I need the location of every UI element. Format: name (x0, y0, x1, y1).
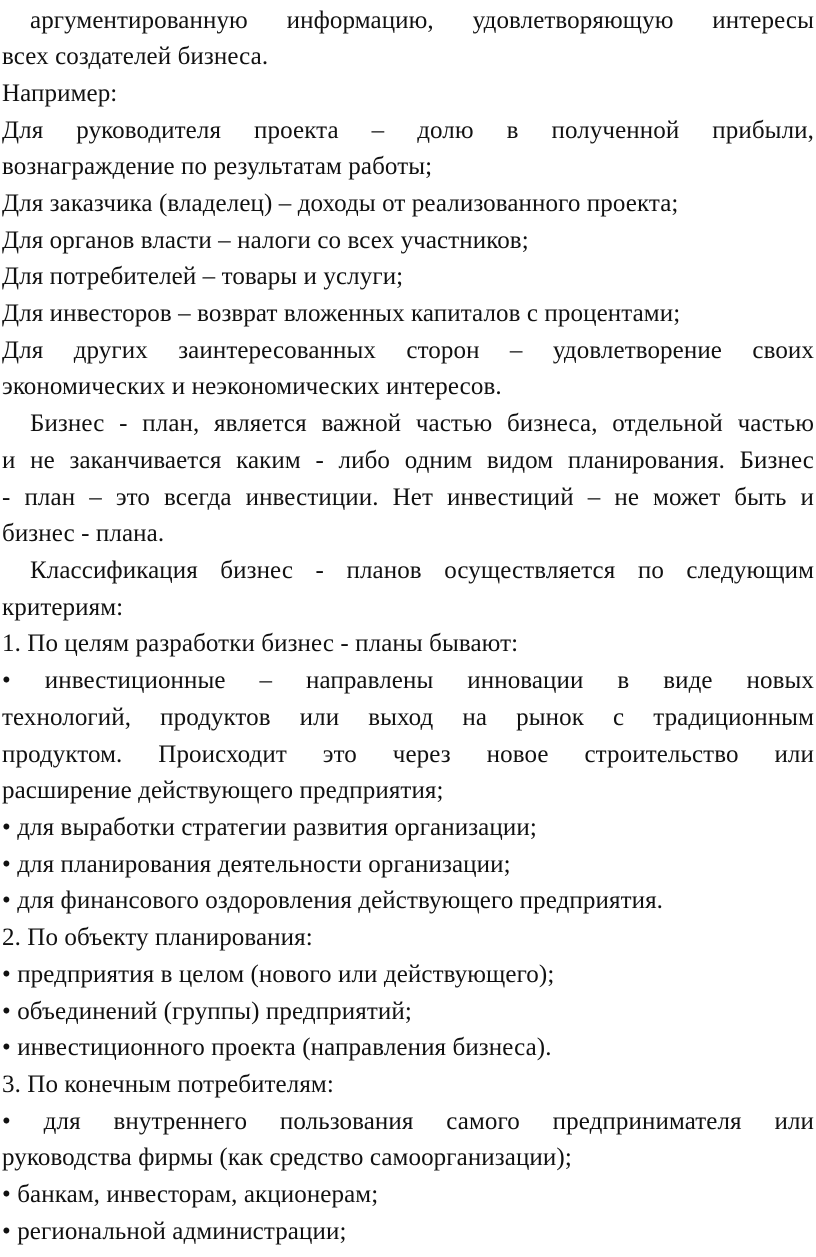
text-line: • для выработки стратегии развития организации; (2, 814, 537, 841)
text-line: аргументированную информацию, удовлетворяющую интересы (30, 7, 814, 34)
text-line: расширение действующего предприятия; (2, 777, 444, 804)
text-line: 3. По конечным потребителям: (2, 1071, 334, 1098)
text-line: критериям: (2, 594, 124, 621)
text-line: экономических и неэкономических интересов. (2, 373, 502, 400)
text-line: • инвестиционные – направлены инновации в виде новых (2, 667, 814, 694)
text-line: Классификация бизнес - планов осуществляется по следующим (30, 557, 814, 584)
text-line: продуктом. Происходит это через новое строительство или (2, 741, 814, 768)
text-line: • для планирования деятельности организации; (2, 851, 511, 878)
text-line: 1. По целям разработки бизнес - планы бывают: (2, 630, 519, 657)
text-line: бизнес - плана. (2, 520, 165, 547)
text-line: Для потребителей – товары и услуги; (2, 263, 404, 290)
text-line: • инвестиционного проекта (направления бизнеса). (2, 1034, 552, 1061)
text-line: Для органов власти – налоги со всех участников; (2, 227, 529, 254)
text-line: • региональной администрации; (2, 1218, 347, 1245)
text-line: • банкам, инвесторам, акционерам; (2, 1181, 379, 1208)
text-line: 2. По объекту планирования: (2, 924, 313, 951)
text-line: Для заказчика (владелец) – доходы от реализованного проекта; (2, 190, 679, 217)
text-line: • для финансового оздоровления действующего предприятия. (2, 887, 664, 914)
text-line: • объединений (группы) предприятий; (2, 998, 412, 1025)
text-line: - план – это всегда инвестиции. Нет инвестиций – не может быть и (2, 484, 814, 511)
text-line: и не заканчивается каким - либо одним видом планирования. Бизнес (2, 447, 814, 474)
text-line: • для внутреннего пользования самого предпринимателя или (2, 1108, 814, 1135)
text-line: технологий, продуктов или выход на рынок с традиционным (2, 704, 814, 731)
text-line: руководства фирмы (как средство самоорганизации); (2, 1144, 572, 1171)
text-line: Для руководителя проекта – долю в полученной прибыли, (2, 117, 814, 144)
text-line: Например: (2, 80, 118, 107)
text-line: Для других заинтересованных сторон – удовлетворение своих (2, 337, 814, 364)
text-line: • предприятия в целом (нового или действующего); (2, 961, 555, 988)
text-line: Для инвесторов – возврат вложенных капиталов с процентами; (2, 300, 681, 327)
text-line: Бизнес - план, является важной частью бизнеса, отдельной частью (30, 410, 814, 437)
text-line: всех создателей бизнеса. (2, 43, 269, 70)
text-line: вознаграждение по результатам работы; (2, 153, 433, 180)
